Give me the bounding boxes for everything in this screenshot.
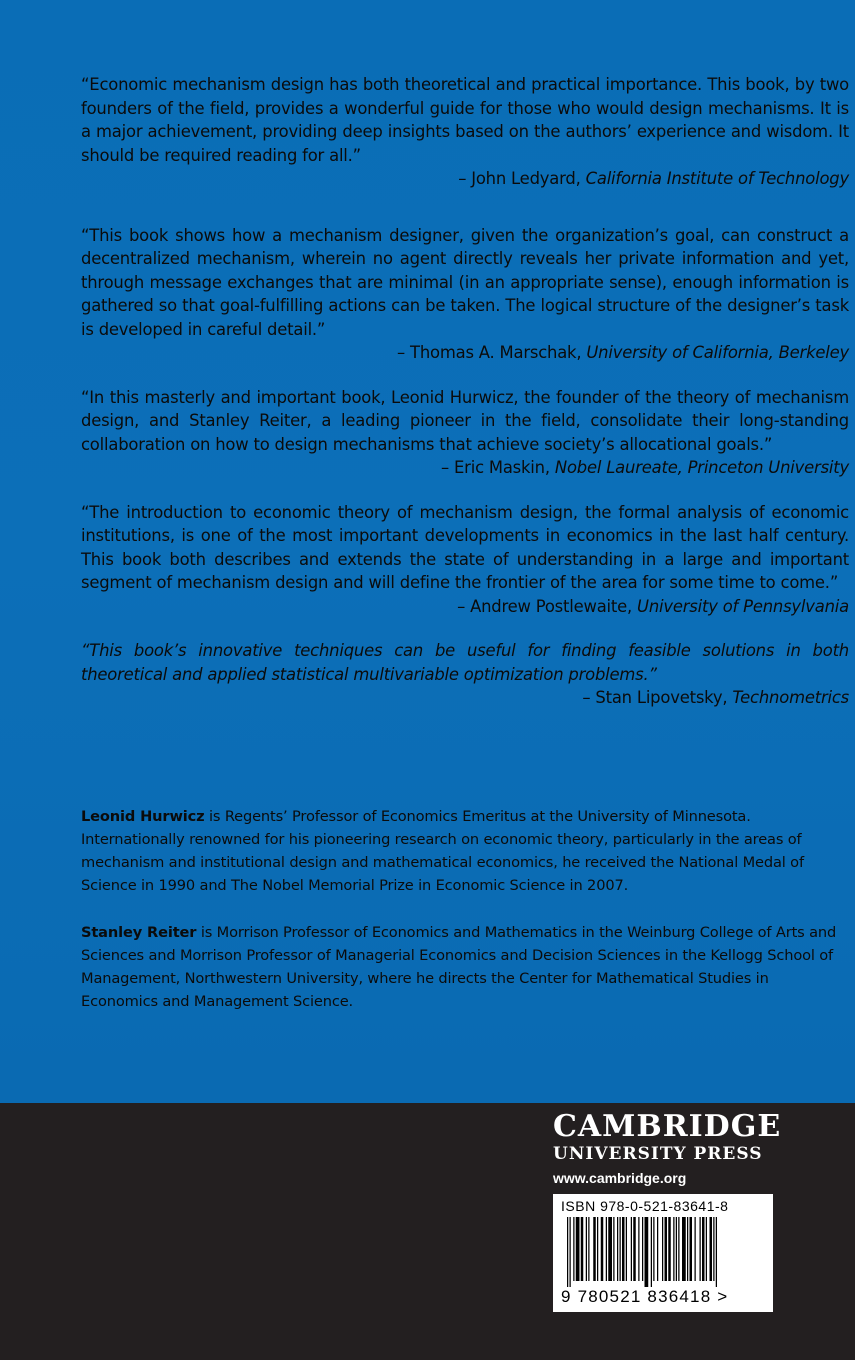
barcode-bar [601, 1217, 604, 1281]
publisher-logo-subtitle: UNIVERSITY PRESS [553, 1144, 763, 1164]
barcode-bar [713, 1217, 714, 1281]
barcode-bar [633, 1217, 636, 1281]
barcode-bar [593, 1217, 596, 1281]
barcode-bar [706, 1217, 707, 1281]
barcode-bar [702, 1217, 705, 1281]
barcode-bar [613, 1217, 614, 1281]
quote-author: – Andrew Postlewaite, [457, 596, 633, 616]
quote-attribution [81, 686, 849, 710]
barcode-bar [617, 1217, 618, 1281]
isbn-number: ISBN 978-0-521-83641-8 [561, 1198, 729, 1214]
barcode-bar [716, 1217, 717, 1287]
quote-affiliation: University of California, Berkeley [586, 343, 849, 362]
barcode-bar [597, 1217, 598, 1281]
barcode-bar [673, 1217, 674, 1281]
barcode-bar [567, 1217, 568, 1287]
barcode-bar [622, 1217, 625, 1281]
author-name: Leonid Hurwicz [81, 808, 205, 825]
endorsements [81, 73, 849, 710]
barcode-bar [626, 1217, 627, 1281]
publisher-url: www.cambridge.org [553, 1170, 687, 1186]
barcode-bar [687, 1217, 688, 1281]
barcode-bars [559, 1217, 767, 1287]
quote-affiliation: University of Pennsylvania [637, 596, 849, 616]
barcode-bar [682, 1217, 686, 1281]
barcode-bar [653, 1217, 654, 1281]
barcode-bar [608, 1217, 612, 1281]
quote-attribution [81, 167, 849, 191]
quote-text: “The introduction to economic theory of mechanism design, the formal analysis of economic institutions, is one of the most important developments in economics in the last half century. This book both describes and extends the state of understanding in a large and important segment of mechanism design and will define the frontier of the area for some time to come.” [81, 502, 849, 592]
quote-text: “This book’s innovative techniques can be useful for finding feasible solutions in both theoretical and applied statistical multivariable optimization problems.” [81, 641, 849, 684]
author-bio [81, 805, 849, 897]
quote-attribution [81, 456, 849, 480]
barcode-bar [576, 1217, 580, 1281]
quote-author: – Thomas A. Marschak, [397, 343, 582, 362]
quote-text: “This book shows how a mechanism designer, given the organization’s goal, can construct a decentralized mechanism, wherein no agent directly reveals her private information and yet, through message exchanges that are minimal (in an appropriate sense), enough information is gathered so that goal-fulfilling actions can be taken. The logical structure of the designer’s task is developed in careful detail.” [81, 225, 849, 339]
barcode-bar [695, 1217, 696, 1281]
barcode-bar [631, 1217, 632, 1281]
barcode-bar [606, 1217, 607, 1281]
quote-author: – Eric Maskin, [441, 458, 550, 477]
barcode-digits: 9 780521 836418 > [561, 1287, 729, 1306]
author-bios [81, 805, 849, 1013]
barcode-bar [665, 1217, 668, 1281]
barcode-bar [657, 1217, 658, 1281]
quote-author: – Stan Lipovetsky, [582, 688, 728, 707]
barcode-bar [710, 1217, 713, 1281]
barcode-bar [700, 1217, 701, 1281]
barcode-bar [570, 1217, 571, 1287]
barcode-bar [676, 1217, 677, 1281]
quote-attribution [81, 341, 849, 365]
author-bio [81, 921, 849, 1013]
author-name: Stanley Reiter [81, 924, 197, 941]
barcode-bar [573, 1217, 574, 1281]
quote-affiliation: Nobel Laureate, Princeton University [554, 458, 849, 477]
author-bio-text: is Morrison Professor of Economics and Mathematics in the Weinburg College of Arts and Sciences and Morrison Professor of Managerial Economics and Decision Sciences in the Kellogg School of Management, Northwestern University, where he directs the Center for Mathematical Studies in Economics and Management Science. [81, 924, 837, 1010]
barcode-bar [620, 1217, 621, 1281]
barcode-bar [662, 1217, 663, 1281]
isbn-barcode [553, 1194, 773, 1312]
barcode-bar [668, 1217, 671, 1281]
quote-author: – John Ledyard, [458, 169, 581, 188]
quote-attribution [81, 595, 849, 619]
barcode-bar [588, 1217, 589, 1281]
barcode-bar [690, 1217, 693, 1281]
barcode-bar [651, 1217, 652, 1287]
barcode-bar [645, 1217, 649, 1287]
barcode-bar [581, 1217, 584, 1281]
publisher-logo-name: CAMBRIDGE [553, 1109, 782, 1144]
quote-affiliation: California Institute of Technology [585, 169, 849, 188]
barcode-bar [642, 1217, 643, 1281]
author-bio-text: is Regents’ Professor of Economics Emeritus at the University of Minnesota. Internationally renowned for his pioneering research on economic theory, particularly in the areas of mechanism and institutional design and mathematical economics, he received the National Medal of Science in 1990 and The Nobel Memorial Prize in Economic Science in 2007. [81, 808, 804, 894]
quote-text: “In this masterly and important book, Leonid Hurwicz, the founder of the theory of mechanism design, and Stanley Reiter, a leading pioneer in the field, consolidate their long-standing collaboration on how to design mechanisms that achieve society’s allocational goals.” [81, 387, 849, 454]
barcode-bar [638, 1217, 639, 1281]
barcode-bar [586, 1217, 587, 1281]
quote-text: “Economic mechanism design has both theoretical and practical importance. This book, by two founders of the field, provides a wonderful guide for those who would design mechanisms. It is a major achievement, providing deep insights based on the authors’ experience and wisdom. It should be required reading for all.” [81, 75, 849, 165]
barcode-bar [678, 1217, 679, 1281]
quote-affiliation: Technometrics [732, 688, 849, 707]
